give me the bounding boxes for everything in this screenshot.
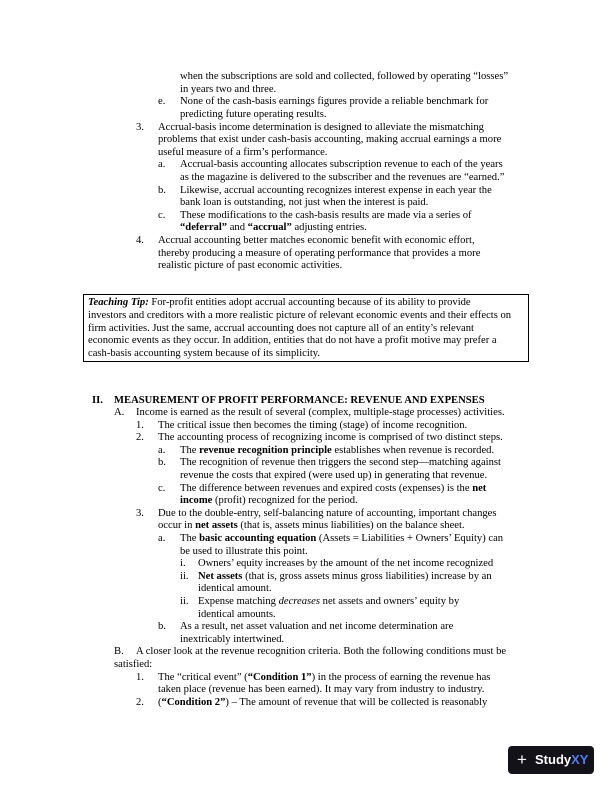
text-line: predicting future operating results. [180, 109, 327, 120]
text-run: The [180, 445, 200, 456]
text-line: bank loan is outstanding, not just when the interest is paid. [180, 197, 429, 208]
text-line: identical amount. [198, 583, 272, 594]
text-run: (that is, assets minus liabilities) on the balance sheet. [237, 520, 465, 531]
text-line [180, 483, 486, 495]
text-line [180, 445, 494, 457]
text-line: firm activities. Just the same, accrual accounting does not capture all of an entity’s relevant [88, 323, 474, 334]
bold-term: net [472, 483, 487, 494]
plus-icon: + [517, 750, 527, 769]
list-marker: 2. [136, 697, 144, 708]
text-line: A closer look at the revenue recognition criteria. Both the following conditions must be [136, 646, 507, 657]
text-run: (profit) recognized for the period. [212, 495, 358, 506]
bold-term: “accrual” [247, 222, 292, 233]
list-marker: ii. [180, 596, 189, 607]
list-marker: b. [158, 457, 166, 468]
text-line: Income is earned as the result of several (complex, multiple-stage processes) activities. [136, 407, 505, 418]
bold-term: income [180, 495, 213, 506]
list-marker: c. [158, 483, 166, 494]
text-line [180, 222, 367, 234]
logo-study: Study [535, 752, 572, 767]
text-run: ) in the process of earning the revenue has [311, 672, 491, 683]
text-line [88, 297, 471, 309]
text-run: ) – The amount of revenue that will be collected is reasonably [225, 697, 488, 708]
list-marker: ii. [180, 571, 189, 582]
text-line: identical amounts. [198, 609, 276, 620]
text-line: realistic picture of past economic activities. [158, 260, 343, 271]
list-marker: b. [158, 621, 166, 632]
list-marker: 3. [136, 122, 144, 133]
text-run: occur in [158, 520, 196, 531]
text-line: Accrual accounting better matches economic benefit with economic effort, [158, 235, 475, 246]
text-line: The critical issue then becomes the timing (stage) of income recognition. [158, 420, 468, 431]
text-line [158, 697, 487, 709]
text-line: Owners’ equity increases by the amount of the net income recognized [198, 558, 494, 569]
text-line [198, 571, 492, 583]
bold-term: basic accounting equation [199, 533, 317, 544]
list-marker: A. [114, 407, 125, 418]
text-run: The “critical event” ( [158, 672, 248, 683]
list-marker: 1. [136, 672, 144, 683]
bold-term: net assets [195, 520, 238, 531]
text-line: useful measure of a firm’s performance. [158, 147, 328, 158]
text-run: (that is, gross assets minus gross liabilities) increase by an [242, 571, 492, 582]
text-run: The [180, 533, 200, 544]
bold-term: Net assets [198, 571, 243, 582]
text-line: Due to the double-entry, self-balancing nature of accounting, important changes [158, 508, 497, 519]
list-marker: a. [158, 159, 166, 170]
section-heading: MEASUREMENT OF PROFIT PERFORMANCE: REVENUE AND EXPENSES [114, 395, 485, 406]
list-marker: a. [158, 533, 166, 544]
studyxy-logo[interactable] [508, 746, 594, 774]
text-run: adjusting entries. [291, 222, 367, 233]
text-run: ( [158, 697, 162, 708]
logo-wordmark [535, 753, 588, 767]
text-line [158, 672, 490, 684]
text-line: be used to illustrate this point. [180, 546, 308, 557]
text-line: As a result, net asset valuation and net income determination are [180, 621, 454, 632]
section-number: II. [92, 395, 103, 406]
text-line: The accounting process of recognizing income is comprised of two distinct steps. [158, 432, 503, 443]
text-line: inextricably intertwined. [180, 634, 285, 645]
list-marker: 1. [136, 420, 144, 431]
logo-xy: XY [571, 752, 589, 767]
text-line: The recognition of revenue then triggers the second step—matching against [180, 457, 501, 468]
teaching-tip-label: Teaching Tip: [88, 297, 149, 308]
list-marker: i. [180, 558, 186, 569]
list-marker: e. [158, 96, 166, 107]
bold-term: revenue recognition principle [199, 445, 332, 456]
text-line: cash-basis accounting system because of its simplicity. [88, 348, 321, 359]
bold-term: “Condition 2” [161, 697, 226, 708]
list-marker: 4. [136, 235, 144, 246]
text-line: economic events as they occur. In addition, entities that do not have a profit motive may prefer a [88, 335, 497, 346]
text-run: net assets and owners’ equity by [320, 596, 460, 607]
text-line: taken place (revenue has been earned). It may vary from industry to industry. [158, 684, 485, 695]
list-marker: b. [158, 185, 166, 196]
list-marker: 2. [136, 432, 144, 443]
text-run: Expense matching [198, 596, 279, 607]
list-marker: B. [114, 646, 124, 657]
text-line: when the subscriptions are sold and collected, followed by operating “losses” [180, 71, 509, 82]
text-line: Likewise, accrual accounting recognizes interest expense in each year the [180, 185, 492, 196]
text-line: Accrual-basis income determination is designed to alleviate the mismatching [158, 122, 484, 133]
text-run: The difference between revenues and expired costs (expenses) is the [180, 483, 473, 494]
text-line: thereby producing a measure of operating performance that provides a more [158, 248, 481, 259]
text-line: investors and creditors with a more realistic picture of relevant economic events and their effects on [88, 310, 512, 321]
text-run: For-profit entities adopt accrual accounting because of its ability to provide [148, 297, 471, 308]
bold-term: “Condition 1” [247, 672, 312, 683]
text-run: (Assets = Liabilities + Owners’ Equity) can [316, 533, 504, 544]
text-line: in years two and three. [180, 84, 277, 95]
text-line: as the magazine is delivered to the subscriber and the revenues are “earned.” [180, 172, 505, 183]
text-line [158, 520, 465, 532]
text-run: establishes when revenue is recorded. [331, 445, 495, 456]
text-line [198, 596, 459, 608]
text-line: satisfied: [114, 659, 153, 670]
text-line: These modifications to the cash-basis results are made via a series of [180, 210, 472, 221]
italic-term: decreases [278, 596, 320, 607]
text-line: problems that exist under cash-basis accounting, making accrual earnings a more [158, 134, 502, 145]
bold-term: “deferral” [180, 222, 228, 233]
text-line: revenue the costs that expired (were used up) in generating that revenue. [180, 470, 488, 481]
list-marker: a. [158, 445, 166, 456]
text-line [180, 533, 503, 545]
text-line: Accrual-basis accounting allocates subscription revenue to each of the years [180, 159, 503, 170]
text-run: and [227, 222, 248, 233]
list-marker: c. [158, 210, 166, 221]
text-line: None of the cash-basis earnings figures provide a reliable benchmark for [180, 96, 489, 107]
list-marker: 3. [136, 508, 144, 519]
text-line [180, 495, 358, 507]
